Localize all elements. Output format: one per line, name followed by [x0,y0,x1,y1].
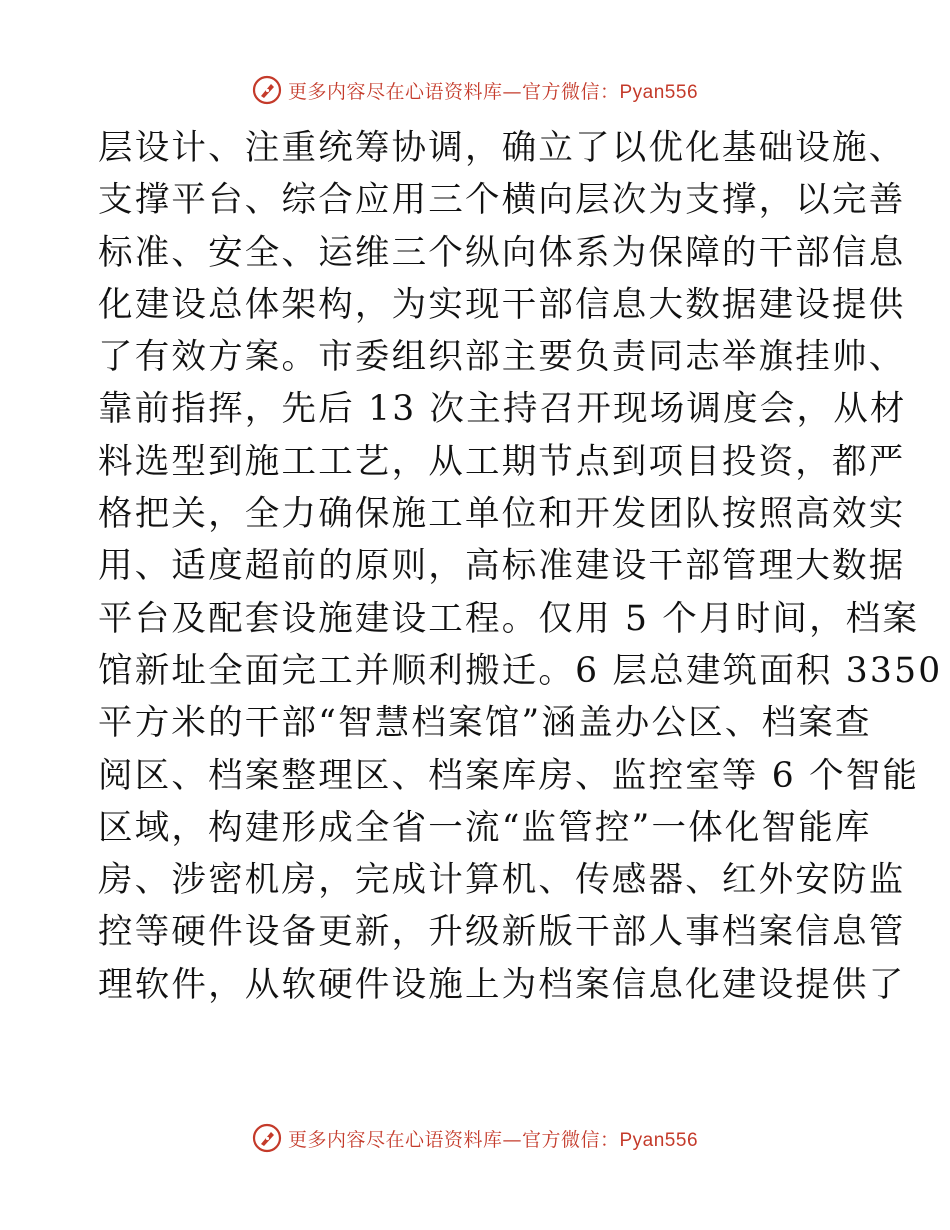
text-line: 化建设总体架构，为实现干部信息大数据建设提供 [98,284,906,325]
footer-watermark [0,1118,950,1158]
text-line: 控等硬件设备更新，升级新版干部人事档案信息管 [98,912,906,953]
text-line: 了有效方案。市委组织部主要负责同志举旗挂帅、 [98,337,906,378]
text-line: 料选型到施工工艺，从工期节点到项目投资，都严 [98,441,906,482]
watermark-dash: — [502,80,522,103]
text-line: 房、涉密机房，完成计算机、传感器、红外安防监 [98,860,906,901]
watermark-text [288,1125,698,1152]
watermark-wechat-label: 官方微信： [521,1128,620,1151]
document-body [98,122,943,1011]
text-line: 区域，构建形成全省一流“监管控”一体化智能库 [98,807,872,848]
text-line: 格把关，全力确保施工单位和开发团队按照高效实 [98,494,906,535]
text-line: 层设计、注重统筹协调，确立了以优化基础设施、 [98,128,906,168]
text-line: 阅区、档案整理区、档案库房、监控室等 6 个智能 [98,755,920,796]
watermark-site-text: 更多内容尽在心语资料库 [287,1128,503,1151]
watermark-text [288,77,698,104]
text-line: 平方米的干部“智慧档案馆”涵盖办公区、档案查 [98,703,872,744]
watermark-dash: — [502,1128,522,1151]
header-watermark [0,70,950,110]
pen-nib-logo-icon [252,75,282,105]
pen-nib-logo-icon [252,1123,282,1153]
watermark-wechat-id: Pyan556 [619,81,699,103]
text-line: 理软件，从软硬件设施上为档案信息化建设提供了 [98,964,906,1005]
text-line: 平台及配套设施建设工程。仅用 5 个月时间，档案 [98,598,920,639]
text-line: 靠前指挥，先后 13 次主持召开现场调度会，从材 [98,389,907,430]
watermark-wechat-id: Pyan556 [619,1129,699,1151]
watermark-site-text: 更多内容尽在心语资料库 [287,80,503,103]
text-line: 用、适度超前的原则，高标准建设干部管理大数据 [98,546,906,587]
text-line: 支撑平台、综合应用三个横向层次为支撑，以完善 [98,180,906,221]
text-line: 标准、安全、运维三个纵向体系为保障的干部信息 [98,232,906,273]
watermark-wechat-label: 官方微信： [521,80,620,103]
text-line: 馆新址全面完工并顺利搬迁。6 层总建筑面积 3350 [98,650,943,691]
